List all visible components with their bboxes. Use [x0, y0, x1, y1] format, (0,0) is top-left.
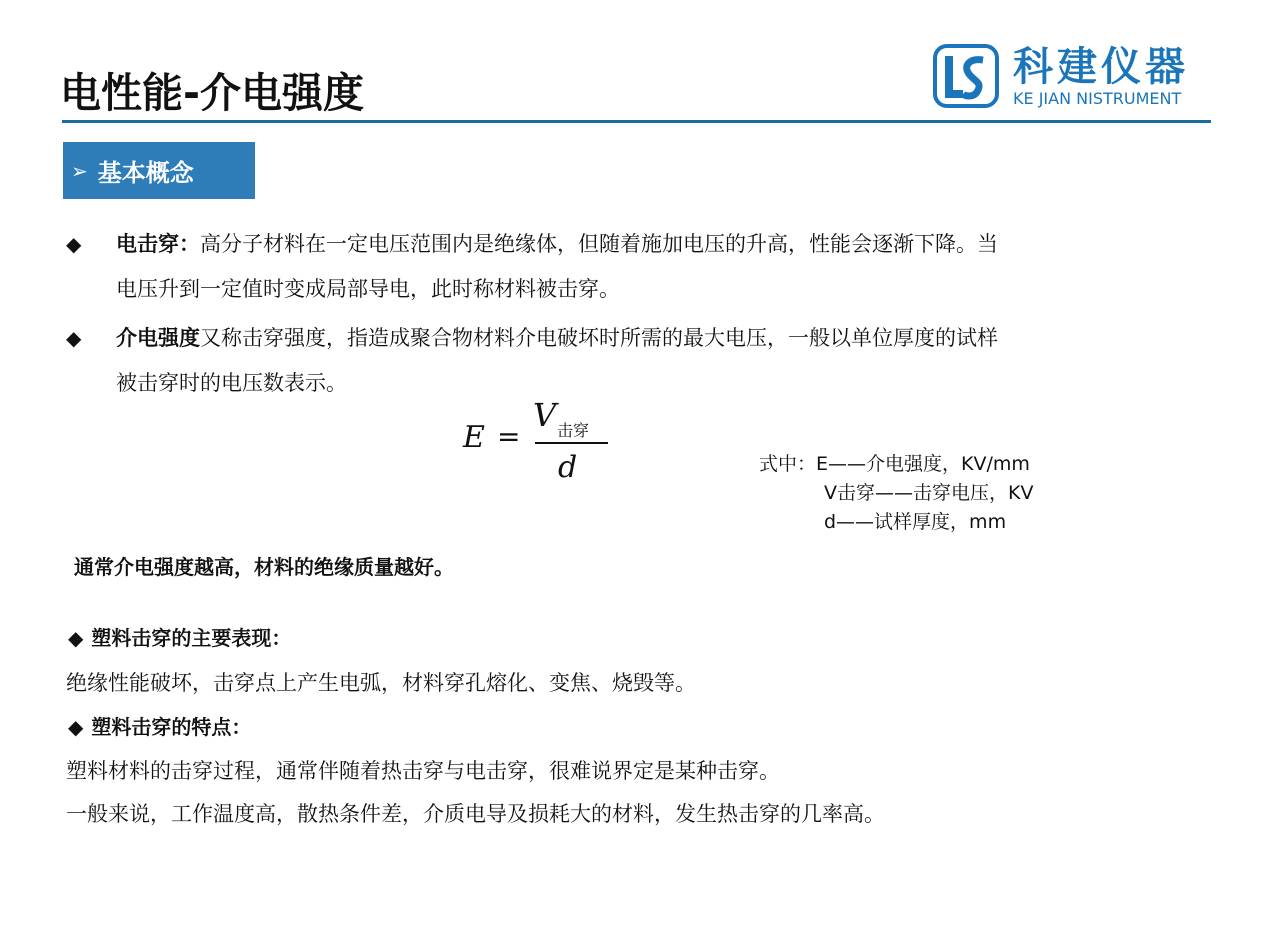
paragraph-line: 一般来说，工作温度高，散热条件差，介质电导及损耗大的材料，发生热击穿的几率高。: [66, 802, 885, 826]
page-title: 电性能-介电强度: [60, 69, 365, 117]
bullet-term: 介电强度: [116, 326, 200, 350]
legend-prefix: 式中：: [759, 453, 817, 475]
dielectric-strength-formula: [455, 392, 655, 502]
subsection-heading: [68, 622, 291, 651]
subsection-heading-text: 塑料击穿的特点：: [91, 715, 252, 739]
bullet-text-continued: 被击穿时的电压数表示。: [116, 371, 347, 395]
formula-equals: =: [497, 420, 521, 453]
diamond-bullet-icon: ◆: [68, 715, 84, 739]
section-label-box: [63, 142, 255, 199]
legend-row: E——介电强度，KV/mm: [816, 453, 1030, 475]
diamond-bullet-icon: ◆: [66, 232, 82, 256]
section-label: 基本概念: [97, 159, 194, 187]
subsection-heading: [68, 711, 251, 740]
ls-logo-mark-icon: [933, 44, 999, 108]
bullet-text-continued: 电压升到一定值时变成局部导电，此时称材料被击穿。: [116, 277, 620, 301]
legend-row: d——试样厚度，mm: [824, 511, 1007, 533]
bullet-text: 又称击穿强度，指造成聚合物材料介电破坏时所需的最大电压，一般以单位厚度的试样: [200, 326, 998, 350]
logo-chinese-name: 科建仪器: [1013, 44, 1189, 90]
formula-legend: [759, 450, 1033, 537]
formula-numerator: V: [533, 396, 557, 434]
paragraph-line: 绝缘性能破坏，击穿点上产生电弧，材料穿孔熔化、变焦、烧毁等。: [66, 671, 696, 695]
arrow-icon: ➢: [71, 158, 88, 183]
header-divider: [62, 120, 1211, 123]
formula-numerator-subscript: 击穿: [557, 421, 590, 440]
formula-lhs: E: [463, 420, 485, 455]
bullet-term: 电击穿：: [116, 232, 200, 256]
bullet-text: 高分子材料在一定电压范围内是绝缘体，但随着施加电压的升高，性能会逐渐下降。当: [200, 232, 998, 256]
subsection-heading-text: 塑料击穿的主要表现：: [91, 626, 292, 650]
diamond-bullet-icon: ◆: [68, 626, 84, 650]
summary-statement: 通常介电强度越高，材料的绝缘质量越好。: [74, 555, 454, 579]
paragraph-line: 塑料材料的击穿过程，通常伴随着热击穿与电击穿，很难说界定是某种击穿。: [66, 759, 780, 783]
diamond-bullet-icon: ◆: [66, 326, 82, 350]
company-logo: [933, 44, 1213, 110]
legend-row: V击穿——击穿电压，KV: [824, 482, 1034, 504]
formula-denominator: d: [558, 450, 578, 485]
fraction-bar: [535, 442, 608, 444]
logo-english-name: KE JIAN NISTRUMENT: [1013, 89, 1182, 108]
